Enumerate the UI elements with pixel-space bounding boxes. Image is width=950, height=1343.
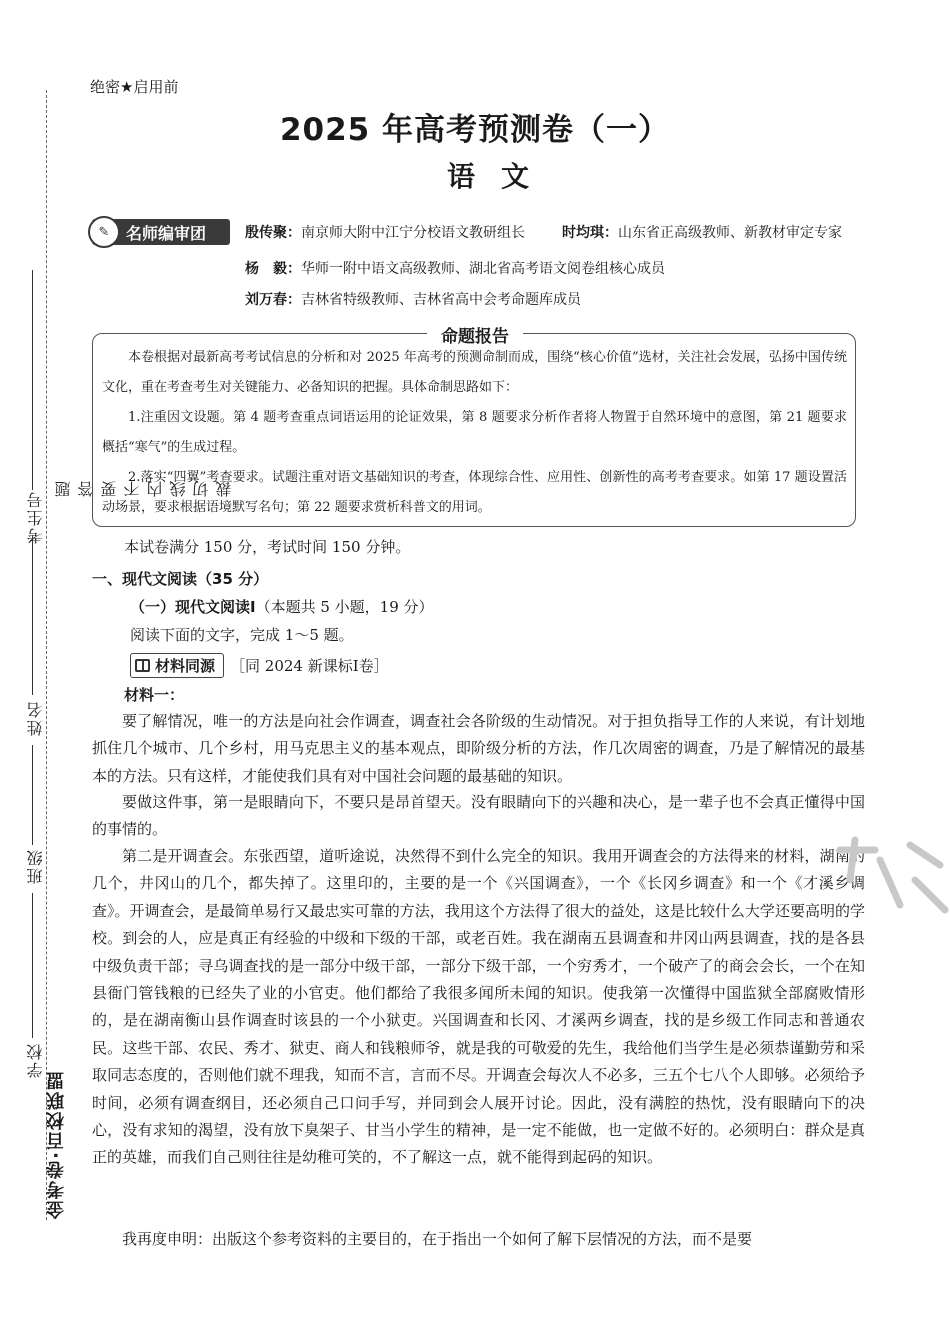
class-field[interactable] <box>24 848 47 884</box>
section-heading: 一、现代文阅读（35 分） <box>92 570 269 588</box>
name-label: 姓名 <box>26 700 45 736</box>
material-label: 材料一： <box>124 686 185 704</box>
class-label: 班级 <box>26 848 45 884</box>
editor-badge-label: 名师编审团 <box>126 223 207 243</box>
watermark-stamp <box>820 820 950 930</box>
material-tag: 材料同源 <box>130 653 224 678</box>
report-paragraph: 1.注重因文设题。第 4 题考查重点词语运用的论证效果，第 8 题要求分析作者将人物置于自然环境中的意图，第 21 题要求概括“寒气”的生成过程。 <box>102 410 847 455</box>
exam-no-rule <box>32 270 33 490</box>
body-paragraph: 我再度申明：出版这个参考资料的主要目的，在于指出一个如何了解下层情况的方法，而不是要 <box>122 1230 753 1248</box>
secret-label: 绝密★启用前 <box>90 78 179 96</box>
instruction: 阅读下面的文字，完成 1～5 题。 <box>130 626 354 644</box>
book-icon <box>135 659 150 672</box>
material-source: ［同 2024 新课标Ⅰ卷］ <box>230 657 389 675</box>
material-source-row <box>130 653 389 678</box>
body-paragraph: 要了解情况，唯一的方法是向社会作调查，调查社会各阶级的生动情况。对于担负指导工作的人来说，有计划地抓住几个城市、几个乡村，用马克思主义的基本观点，即阶级分析的方法，作几次周密的调查，乃是了解情况的最基本的方法。只有这样，才能使我们具有对中国社会问题的最基础的知识。 <box>92 712 865 785</box>
editor-item: 殷传聚：南京师大附中江宁分校语文教研组长 <box>245 225 525 241</box>
league-label: 金考卷·百校联盟 <box>46 1070 67 1219</box>
subject-title: 语文 <box>446 160 555 193</box>
school-label: 学校 <box>26 1042 45 1078</box>
report-title: 命题报告 <box>0 322 950 347</box>
editor-item: 杨 毅：华师一附中语文高级教师、湖北省高考语文阅卷组核心成员 <box>245 261 665 277</box>
report-paragraph: 2.落实“四翼”考查要求。试题注重对语文基础知识的考查，体现综合性、应用性、创新性的高考考查要求。如第 17 题设置活动场景，要求根据语境默写名句；第 22 题要求赏析科普文的用词。 <box>102 470 847 515</box>
editor-badge <box>92 219 230 245</box>
subsection-heading: （一）现代文阅读Ⅰ（本题共 5 小题，19 分） <box>130 598 434 616</box>
class-rule <box>32 745 33 845</box>
name-rule <box>32 535 33 695</box>
body-paragraph: 要做这件事，第一是眼睛向下，不要只是昂首望天。没有眼睛向下的兴趣和决心，是一辈子也不会真正懂得中国的事情的。 <box>92 793 865 839</box>
exam-info: 本试卷满分 150 分，考试时间 150 分钟。 <box>124 538 411 556</box>
body-paragraph: 第二是开调查会。东张西望，道听途说，决然得不到什么完全的知识。我用开调查会的方法得来的材料，湖南的几个，井冈山的几个，都失掉了。这里印的，主要的是一个《兴国调查》，一个《长冈乡调查》和一个《才溪乡调查》。开调查会，是最简单易行又最忠实可靠的方法，我用这个方法得了很大的益处，这是比较什么大学还要高明的学校。到会的人，应是真正有经验的中级和下级的干部，或老百姓。我在湖南五县调查和井冈山两县调查，找的是各县中级负责干部；寻乌调查找的是一部分中级干部，一部分下级干部，一个穷秀才，一个破产了的商会会长，一个在知县衙门管钱粮的已经失了业的小官吏。他们都给了我很多闻所未闻的知识。使我第一次懂得中国监狱全部腐败情形的，是在湖南衡山县作调查时该县的一个小狱吏。兴国调查和长冈、才溪两乡调查，找的是乡级工作同志和普通农民。这些干部、农民、秀才、狱吏、商人和钱粮师爷，就是我的可敬爱的先生，我给他们当学生是必须恭谨勤劳和采取同志态度的，否则他们就不理我，知而不言，言而不尽。开调查会每次人不必多，三五个七八个人即够。必须给予时间，必须有调查纲目，还必须自己口问手写，并同到会人展开讨论。因此，没有满腔的热忱，没有眼睛向下的决心，没有求知的渴望，没有放下臭架子、甘当小学生的精神，是一定不能做，也一定做不好的。必须明白：群众是真正的英雄，而我们自己则往往是幼稚可笑的，不了解这一点，就不能得到起码的知识。 <box>92 847 865 1167</box>
school-rule <box>32 893 33 1038</box>
exam-title: 2025 年高考预测卷（一） <box>279 112 671 148</box>
name-field[interactable] <box>24 700 47 736</box>
report-content <box>102 343 847 523</box>
report-paragraph: 本卷根据对最新高考考试信息的分析和对 2025 年高考的预测命制而成，围绕“核心价值”选材，关注社会发展，弘扬中国传统文化，重在考查考生对关键能力、必备知识的把握。具体命制思路如下： <box>102 350 847 395</box>
editor-item: 刘万春：吉林省特级教师、吉林省高中会考命题库成员 <box>245 292 581 308</box>
exam-no-label: 考生号 <box>26 490 45 544</box>
editor-emblem-icon: ✎ <box>88 216 120 248</box>
no-answer-warning: 题 答 要 不 内 线 切 裁 <box>54 481 234 497</box>
editor-item: 时均琪：山东省正高级教师、新教材审定专家 <box>562 225 842 241</box>
exam-no-field[interactable] <box>24 490 47 544</box>
